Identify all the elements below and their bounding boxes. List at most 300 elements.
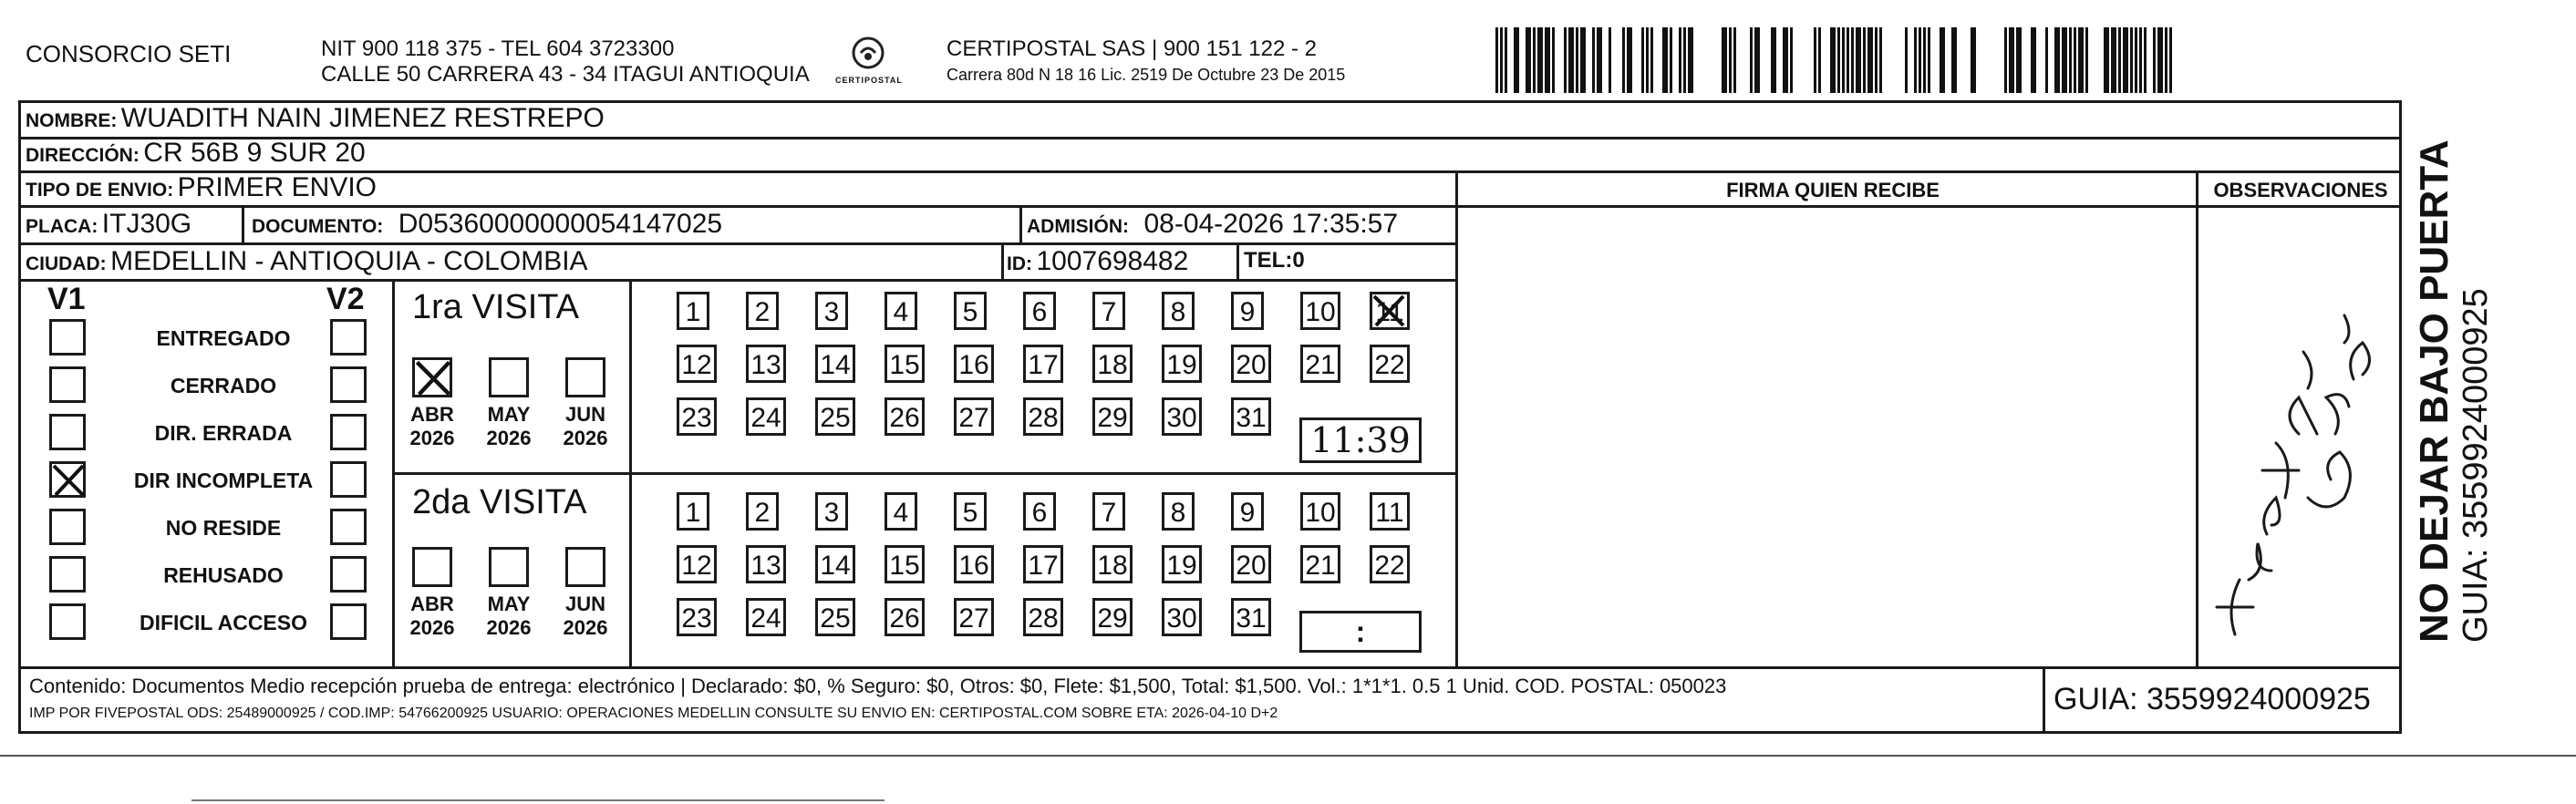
month-name: MAY [487, 403, 531, 426]
visit2-day-24[interactable] [746, 598, 786, 636]
visit2-day-12[interactable] [677, 545, 717, 583]
barcode-bar [1597, 27, 1602, 93]
barcode-bar [1627, 27, 1632, 93]
barcode-bar [1662, 27, 1668, 93]
barcode-bar [1750, 27, 1753, 93]
side-no-dejar: NO DEJAR BAJO PUERTA [2412, 139, 2457, 643]
visit1-day-10[interactable] [1300, 292, 1340, 330]
day-number: 2 [754, 297, 771, 327]
visit1-month-label [481, 403, 537, 450]
visit1-day-13[interactable] [746, 345, 786, 383]
visit2-day-22[interactable] [1370, 545, 1410, 583]
barcode-bar [2074, 27, 2076, 93]
status-label: DIR. ERRADA [154, 421, 293, 445]
status-v1-checkbox[interactable] [49, 603, 86, 640]
month-year: 2026 [563, 616, 608, 639]
barcode-bar [2054, 27, 2060, 93]
logo-icon [850, 35, 886, 71]
barcode-bar [1609, 27, 1611, 93]
visit1-day-24[interactable] [746, 397, 786, 436]
barcode-bar [1971, 27, 1976, 93]
day-number: 6 [1031, 297, 1048, 327]
day-number: 22 [1374, 551, 1405, 581]
day-number: 31 [1236, 603, 1267, 634]
address-line: CALLE 50 CARRERA 43 - 34 ITAGUI ANTIOQUIA [321, 62, 810, 87]
day-number: 16 [958, 551, 989, 581]
barcode-bar [1552, 27, 1555, 93]
visit1-day-12[interactable] [677, 345, 717, 383]
day-number: 22 [1374, 350, 1405, 380]
barcode-bar [1592, 27, 1595, 93]
tel-label: TEL: [1244, 248, 1293, 273]
day-number: 26 [889, 603, 920, 634]
visit1-day-29[interactable] [1092, 397, 1133, 436]
day-number: 1 [685, 297, 701, 327]
day-number: 3 [823, 297, 840, 327]
barcode-bar [1790, 27, 1793, 93]
visit2-day-5[interactable] [954, 492, 987, 531]
tel-value: 0 [1292, 248, 1305, 273]
day-number: 12 [681, 350, 712, 380]
visit2-day-9[interactable] [1231, 492, 1264, 531]
barcode-bar [1505, 27, 1507, 93]
visit1-day-2[interactable] [746, 292, 779, 330]
barcode-bar [1683, 27, 1686, 93]
nombre-field [26, 103, 605, 134]
month-year: 2026 [486, 427, 532, 449]
barcode-bar [2069, 27, 2072, 93]
visit1-day-11[interactable] [1370, 292, 1410, 330]
barcode-bar [2004, 27, 2007, 93]
status-v2-checkbox[interactable] [330, 603, 367, 640]
barcode-bar [1879, 27, 1882, 93]
day-number: 11 [1375, 498, 1404, 528]
direccion-label: DIRECCIÓN: [26, 145, 140, 166]
day-number: 8 [1170, 297, 1186, 327]
visit2-day-31[interactable] [1231, 598, 1271, 636]
barcode-bar [2153, 27, 2156, 93]
barcode-bar [1783, 27, 1788, 93]
visit1-day-17[interactable] [1023, 345, 1063, 383]
status-v1-checkbox[interactable] [49, 556, 86, 593]
day-number: 23 [681, 603, 712, 634]
visit1-day-20[interactable] [1231, 345, 1271, 383]
visit2-day-10[interactable] [1300, 492, 1340, 531]
barcode-bar [1923, 27, 1926, 93]
x-mark-icon [50, 462, 87, 499]
direccion-field [26, 138, 366, 169]
visit1-day-28[interactable] [1023, 397, 1063, 436]
visit1-month-checkbox[interactable] [489, 357, 529, 397]
day-number: 10 [1305, 498, 1336, 528]
status-label: NO RESIDE [165, 516, 282, 540]
observaciones-handwriting-icon [2198, 206, 2399, 666]
firma-header: FIRMA QUIEN RECIBE [1726, 179, 1940, 201]
visit1-day-3[interactable] [815, 292, 848, 330]
visit2-day-4[interactable] [885, 492, 917, 531]
visit2-month-checkbox[interactable] [412, 547, 452, 587]
barcode-bar [1679, 27, 1681, 93]
barcode-bar [2078, 27, 2084, 93]
status-v2-checkbox[interactable] [330, 461, 367, 498]
visit1-day-6[interactable] [1023, 292, 1056, 330]
day-number: 3 [823, 498, 840, 528]
barcode-bar [1856, 27, 1861, 93]
x-mark-icon [413, 358, 453, 398]
visit2-day-18[interactable] [1092, 545, 1133, 583]
documento-label: DOCUMENTO: [252, 216, 384, 237]
status-v1-checkbox[interactable] [49, 414, 86, 450]
day-number: 21 [1305, 551, 1336, 581]
day-number: 27 [958, 403, 989, 433]
day-number: 18 [1097, 551, 1128, 581]
month-year: 2026 [486, 616, 532, 639]
id-field [1007, 246, 1188, 277]
documento-field [252, 209, 722, 240]
day-number: 5 [962, 297, 978, 327]
barcode-bar [1863, 27, 1866, 93]
barcode-bar [1729, 27, 1732, 93]
barcode-bar [1818, 27, 1821, 93]
page-edge-line [0, 755, 2576, 757]
barcode-bar [1670, 27, 1672, 93]
visit2-day-13[interactable] [746, 545, 786, 583]
day-number: 16 [958, 350, 989, 380]
day-number: 29 [1097, 403, 1128, 433]
visit1-day-25[interactable] [815, 397, 855, 436]
day-number: 17 [1028, 350, 1059, 380]
barcode-bar [1754, 27, 1760, 93]
visit2-day-1[interactable] [677, 492, 709, 531]
visit1-day-7[interactable] [1092, 292, 1125, 330]
visit2-day-20[interactable] [1231, 545, 1271, 583]
barcode-bar [2045, 27, 2048, 93]
barcode-bar [2031, 27, 2036, 93]
visit1-day-27[interactable] [954, 397, 994, 436]
barcode-bar [1568, 27, 1574, 93]
day-number: 2 [754, 498, 771, 528]
day-number: 27 [958, 603, 989, 634]
month-name: JUN [564, 593, 605, 615]
barcode-bar [2104, 27, 2109, 93]
visit2-day-3[interactable] [815, 492, 848, 531]
barcode-bar [1928, 27, 1930, 93]
barcode-bar [1771, 27, 1776, 93]
day-number: 28 [1028, 403, 1059, 433]
tel-field [1244, 248, 1305, 273]
day-number: 29 [1097, 603, 1128, 634]
barcode-bar [1733, 27, 1736, 93]
day-number: 19 [1166, 551, 1197, 581]
visit2-day-7[interactable] [1092, 492, 1125, 531]
barcode-bar [1914, 27, 1917, 93]
visit2-day-6[interactable] [1023, 492, 1056, 531]
status-v1-checkbox[interactable] [49, 461, 86, 498]
day-number: 9 [1239, 297, 1256, 327]
barcode-bar [1940, 27, 1945, 93]
visit1-month-checkbox[interactable] [565, 357, 605, 397]
day-number: 13 [750, 551, 781, 581]
day-number: 14 [820, 350, 851, 380]
barcode-bar [2130, 27, 2133, 93]
day-number: 21 [1305, 350, 1336, 380]
status-label: REHUSADO [163, 563, 284, 587]
day-number: 12 [681, 551, 712, 581]
day-number: 15 [889, 350, 920, 380]
barcode-bar [1867, 27, 1873, 93]
day-number: 28 [1028, 603, 1059, 634]
id-label: ID: [1007, 253, 1032, 274]
v2-label: V2 [326, 282, 365, 316]
barcode-bar [1537, 27, 1543, 93]
visit1-day-23[interactable] [677, 397, 717, 436]
barcode-bar [2165, 27, 2167, 93]
visit1-day-22[interactable] [1370, 345, 1410, 383]
visit2-day-14[interactable] [815, 545, 855, 583]
day-number: 18 [1097, 350, 1128, 380]
visit1-day-30[interactable] [1162, 397, 1202, 436]
visit1-title: 1ra VISITA [412, 288, 580, 326]
day-number: 6 [1031, 498, 1048, 528]
contenido-line: Contenido: Documentos Medio recepción prueba de entrega: electrónico | Declarado: $0, % Seguro: $0, Otros: $0, Flete: $1,500, Total: $1,500. Vol.: 1*1*1. 0.5 1 Unid. COD. POSTAL: 050023 [29, 675, 1727, 697]
visit1-day-14[interactable] [815, 345, 855, 383]
barcode-bar [1564, 27, 1567, 93]
nombre-value: WUADITH NAIN JIMENEZ RESTREPO [120, 103, 605, 133]
documento-value: D05360000000054147025 [398, 209, 723, 239]
barcode-bar [1533, 27, 1536, 93]
day-number: 30 [1166, 603, 1197, 634]
month-name: ABR [410, 403, 454, 426]
visit2-day-8[interactable] [1162, 492, 1195, 531]
tear-line [191, 799, 885, 801]
nit-line: NIT 900 118 375 - TEL 604 3723300 [321, 36, 675, 61]
visit2-month-checkbox[interactable] [489, 547, 529, 587]
barcode-bar [1545, 27, 1550, 93]
company-name: CONSORCIO SETI [26, 40, 232, 67]
observaciones-header: OBSERVACIONES [2213, 179, 2388, 201]
visit1-month-checkbox[interactable] [412, 357, 452, 397]
barcode-bar [1641, 27, 1644, 93]
month-name: MAY [487, 593, 531, 615]
barcode-bar [1851, 27, 1854, 93]
barcode-bar [1905, 27, 1908, 93]
barcode-bar [1688, 27, 1693, 93]
barcode-bar [2009, 27, 2014, 93]
day-number: 19 [1166, 350, 1197, 380]
id-value: 1007698482 [1036, 246, 1189, 276]
status-label: DIR INCOMPLETA [133, 469, 314, 492]
day-number: 9 [1239, 498, 1256, 528]
tipo-label: TIPO DE ENVIO: [26, 180, 174, 201]
license-line: Carrera 80d N 18 16 Lic. 2519 De Octubre 23 De 2015 [947, 66, 1346, 84]
barcode-bar [1514, 27, 1519, 93]
admision-value: 08-04-2026 17:35:57 [1143, 209, 1399, 239]
visit2-time[interactable]: : [1299, 611, 1422, 653]
month-name: ABR [410, 593, 454, 615]
barcode-bar [1646, 27, 1649, 93]
visit1-month-label [557, 403, 614, 450]
month-year: 2026 [409, 616, 455, 639]
visit1-month-label [404, 403, 460, 450]
placa-field [26, 209, 191, 240]
imp-line: IMP POR FIVEPOSTAL ODS: 25489000925 / COD.IMP: 54766200925 USUARIO: OPERACIONES MEDELLIN CONSULTE SU ENVIO EN: CERTIPOSTAL.COM SOBRE ETA: 2026-04-10 D+2 [29, 706, 1278, 721]
day-number: 4 [893, 498, 909, 528]
visit1-time[interactable]: 11:39 [1299, 417, 1422, 463]
day-number: 14 [820, 551, 851, 581]
barcode-bar [1580, 27, 1586, 93]
day-number: 7 [1101, 498, 1117, 528]
day-number: 24 [750, 603, 781, 634]
observaciones-area[interactable] [2198, 206, 2399, 666]
month-year: 2026 [563, 427, 608, 449]
visit2-day-23[interactable] [677, 598, 717, 636]
day-number: 8 [1170, 498, 1186, 528]
status-v2-checkbox[interactable] [330, 366, 367, 403]
status-v2-checkbox[interactable] [330, 556, 367, 593]
placa-label: PLACA: [26, 216, 98, 237]
day-number: 15 [889, 551, 920, 581]
visit1-day-19[interactable] [1162, 345, 1202, 383]
barcode-bar [2111, 27, 2116, 93]
barcode-bar [1842, 27, 1845, 93]
barcode-bar [2144, 27, 2147, 93]
barcode-bar [2118, 27, 2121, 93]
firma-area[interactable] [1459, 206, 2194, 666]
visit2-day-15[interactable] [885, 545, 925, 583]
status-v1-checkbox[interactable] [49, 509, 86, 545]
status-label: DIFICIL ACCESO [139, 611, 307, 634]
visit1-day-16[interactable] [954, 345, 994, 383]
barcode-bar [1919, 27, 1921, 93]
tipo-value: PRIMER ENVIO [177, 172, 378, 202]
barcode-bar [1875, 27, 1878, 93]
side-guia: GUIA: 3559924000925 [2457, 288, 2495, 643]
barcode-bar [2016, 27, 2022, 93]
visit2-day-19[interactable] [1162, 545, 1202, 583]
barcode-bar [1814, 27, 1816, 93]
visit1-day-18[interactable] [1092, 345, 1133, 383]
day-number: 31 [1236, 403, 1267, 433]
barcode-bar [1837, 27, 1840, 93]
visit2-day-26[interactable] [885, 598, 925, 636]
status-v2-checkbox[interactable] [330, 414, 367, 450]
day-number: 5 [962, 498, 978, 528]
visit2-day-2[interactable] [746, 492, 779, 531]
v1-label: V1 [47, 282, 86, 316]
visit1-day-15[interactable] [885, 345, 925, 383]
visit1-day-9[interactable] [1231, 292, 1264, 330]
visit2-day-28[interactable] [1023, 598, 1063, 636]
visit2-day-25[interactable] [815, 598, 855, 636]
status-v1-checkbox[interactable] [49, 319, 86, 356]
visit1-day-21[interactable] [1300, 345, 1340, 383]
visit2-day-30[interactable] [1162, 598, 1202, 636]
admision-label: ADMISIÓN: [1027, 216, 1129, 237]
ciudad-value: MEDELLIN - ANTIOQUIA - COLOMBIA [110, 246, 588, 276]
barcode-bar [2085, 27, 2088, 93]
barcode-bar [1622, 27, 1625, 93]
barcode-bar [1495, 27, 1498, 93]
tipo-field [26, 172, 377, 203]
visit2-day-11[interactable] [1370, 492, 1410, 531]
visit1-day-5[interactable] [954, 292, 987, 330]
visit2-month-checkbox[interactable] [565, 547, 605, 587]
day-number: 20 [1236, 350, 1267, 380]
visit2-day-27[interactable] [954, 598, 994, 636]
status-v1-checkbox[interactable] [49, 366, 86, 403]
visit2-day-29[interactable] [1092, 598, 1133, 636]
month-year: 2026 [409, 427, 455, 449]
visit2-day-16[interactable] [954, 545, 994, 583]
day-number: 4 [893, 297, 909, 327]
visit1-day-8[interactable] [1162, 292, 1195, 330]
certipostal-logo [835, 35, 901, 93]
day-number: 17 [1028, 551, 1059, 581]
status-v2-checkbox[interactable] [330, 319, 367, 356]
visit2-month-label [481, 593, 537, 640]
admision-field [1027, 209, 1398, 240]
day-number: 10 [1305, 297, 1336, 327]
visit1-day-4[interactable] [885, 292, 917, 330]
day-number: 25 [820, 403, 851, 433]
visit1-day-26[interactable] [885, 397, 925, 436]
status-label: ENTREGADO [156, 326, 291, 350]
ciudad-label: CIUDAD: [26, 253, 107, 274]
nombre-label: NOMBRE: [26, 110, 118, 131]
side-text [2413, 132, 2495, 643]
barcode-bar [2062, 27, 2067, 93]
month-name: JUN [564, 403, 605, 426]
visit2-day-17[interactable] [1023, 545, 1063, 583]
barcode-bar [1526, 27, 1531, 93]
direccion-value: CR 56B 9 SUR 20 [143, 138, 366, 168]
day-number: 30 [1166, 403, 1197, 433]
day-number: 7 [1101, 297, 1117, 327]
barcode-bar [1500, 27, 1503, 93]
barcode [1495, 27, 2179, 93]
placa-value: ITJ30G [101, 209, 192, 239]
day-number: 11 [1375, 297, 1404, 327]
barcode-bar [1951, 27, 1957, 93]
visit1-day-1[interactable] [677, 292, 709, 330]
status-label: CERRADO [170, 374, 277, 397]
day-number: 24 [750, 403, 781, 433]
status-v2-checkbox[interactable] [330, 509, 367, 545]
barcode-bar [1650, 27, 1653, 93]
visit2-day-21[interactable] [1300, 545, 1340, 583]
day-number: 20 [1236, 551, 1267, 581]
day-number: 23 [681, 403, 712, 433]
barcode-bar [1847, 27, 1849, 93]
barcode-bar [1830, 27, 1836, 93]
day-number: 13 [750, 350, 781, 380]
barcode-bar [1576, 27, 1578, 93]
barcode-bar [2169, 27, 2172, 93]
visit2-month-label [557, 593, 614, 640]
barcode-bar [2157, 27, 2163, 93]
day-number: 25 [820, 603, 851, 634]
guia-box-text: GUIA: 3559924000925 [2054, 682, 2371, 716]
ciudad-field [26, 246, 588, 277]
visit2-title: 2da VISITA [412, 483, 587, 521]
visit1-day-31[interactable] [1231, 397, 1271, 436]
day-number: 26 [889, 403, 920, 433]
day-number: 1 [685, 498, 701, 528]
barcode-bar [1722, 27, 1727, 93]
certipostal-line: CERTIPOSTAL SAS | 900 151 122 - 2 [947, 36, 1317, 61]
visit2-month-label [404, 593, 460, 640]
logo-text: CERTIPOSTAL [835, 76, 903, 85]
